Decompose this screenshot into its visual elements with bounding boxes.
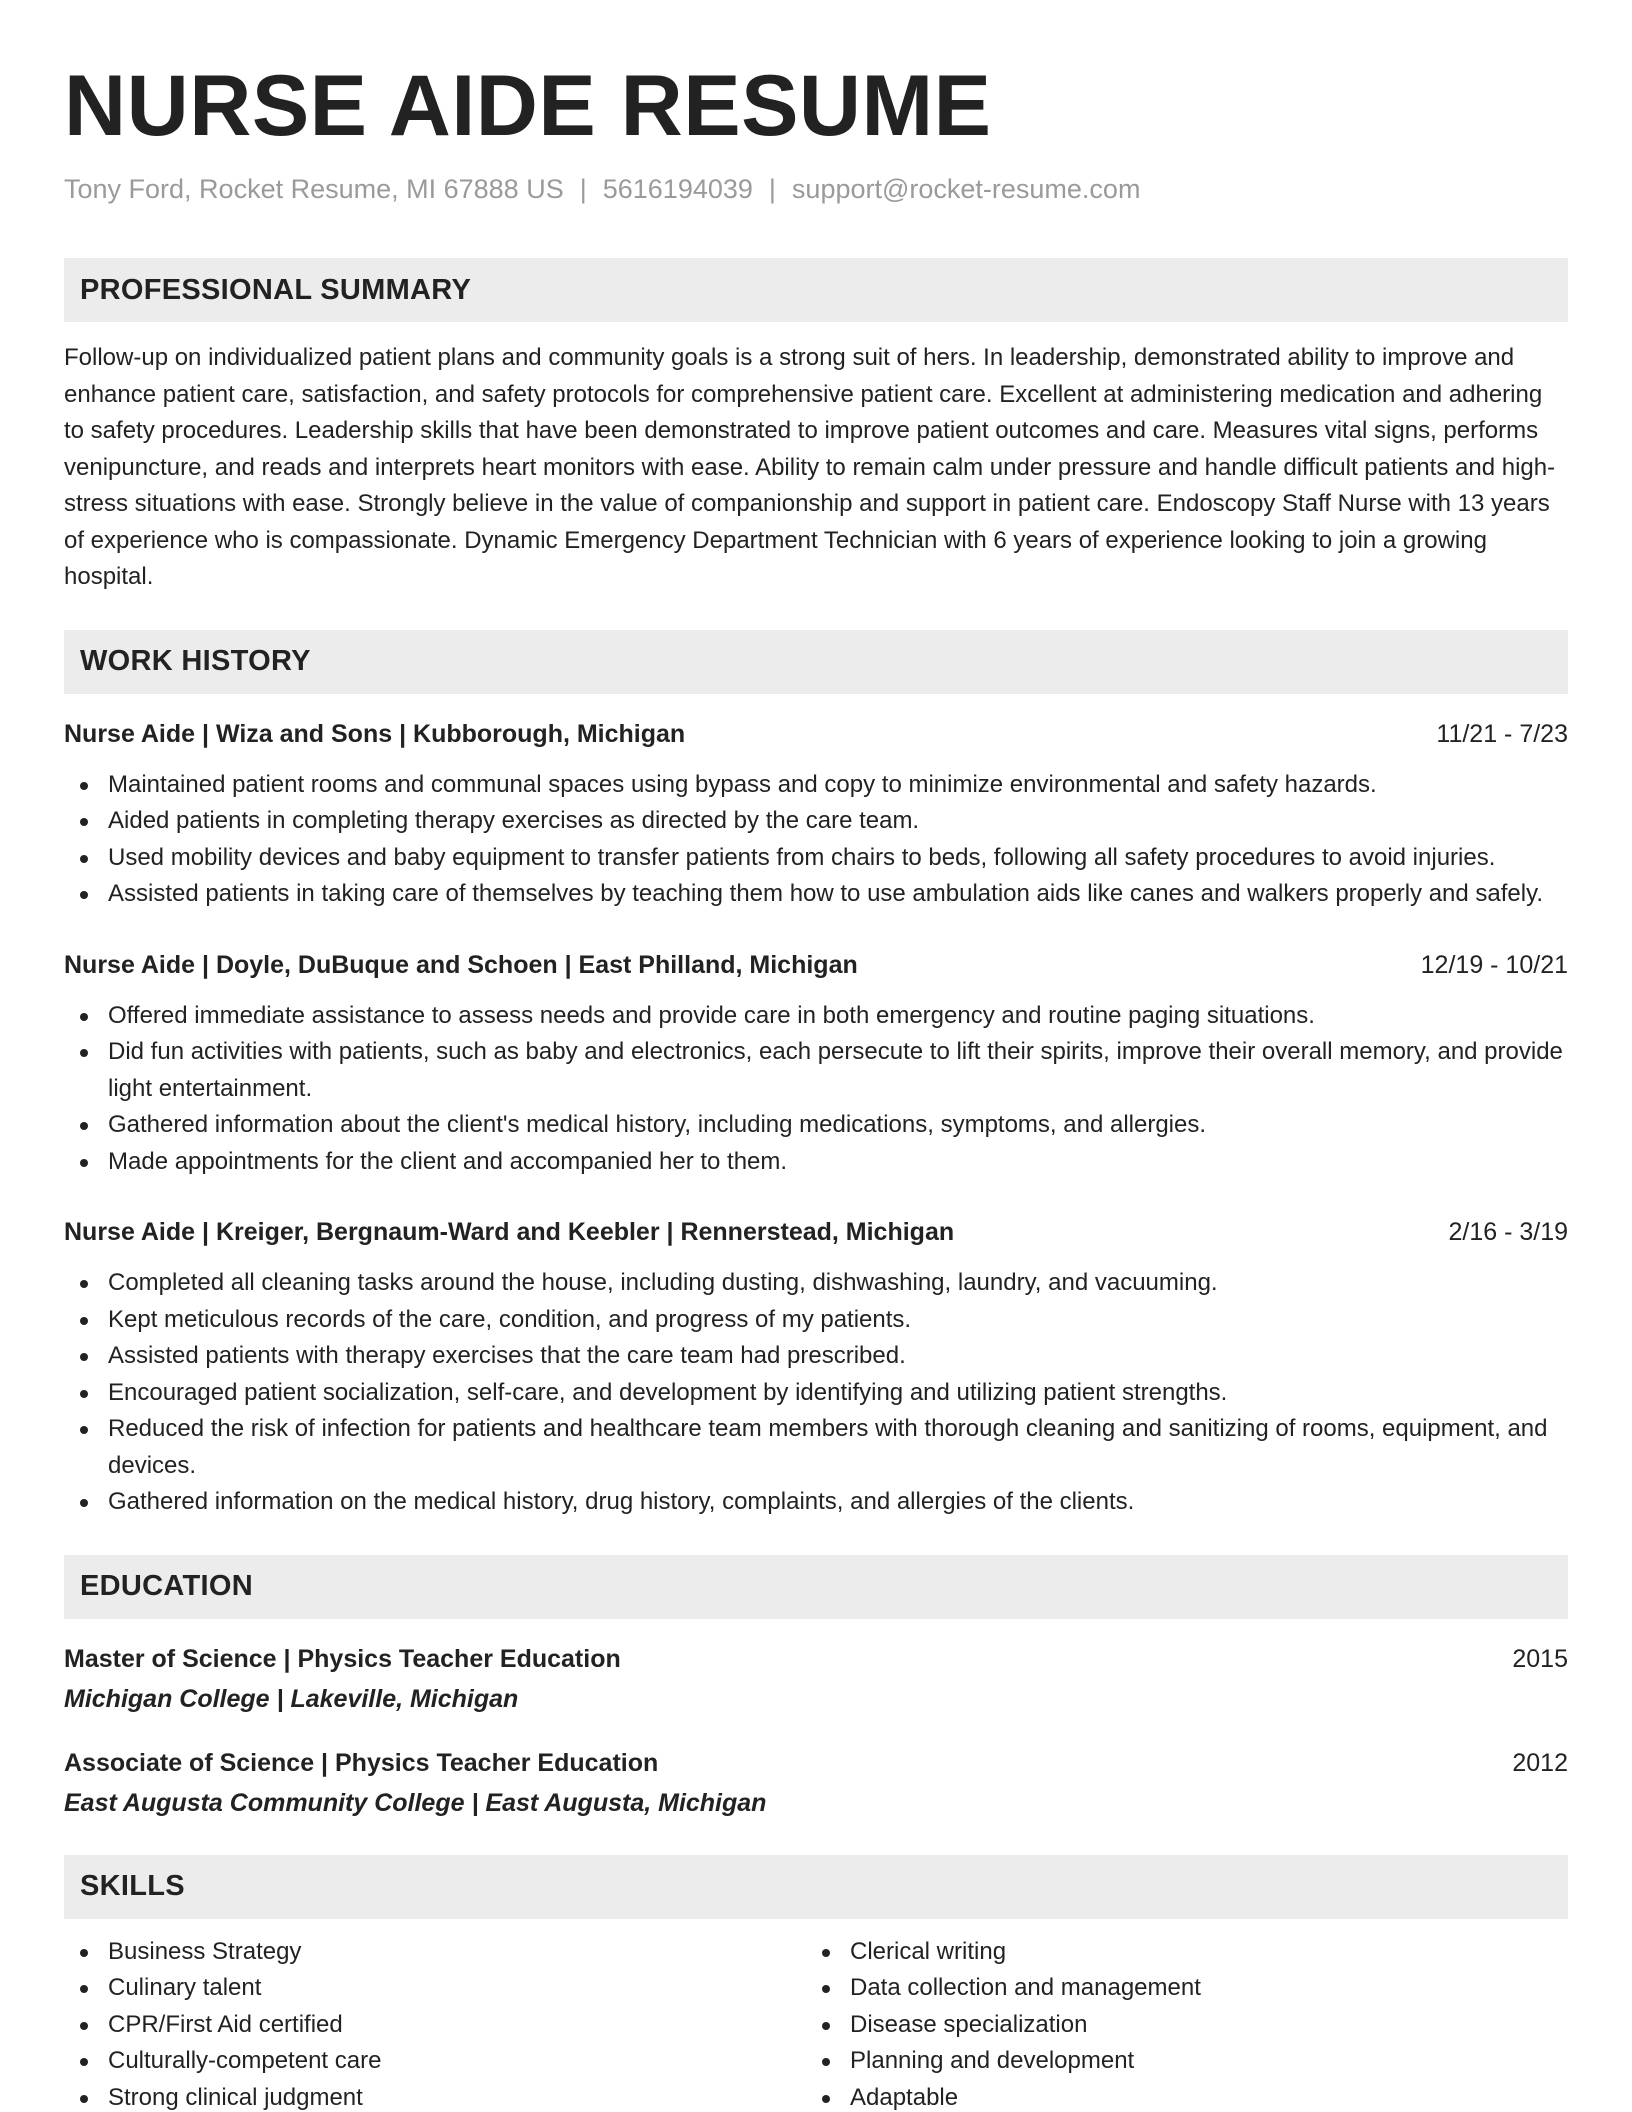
resume-title: NURSE AIDE RESUME <box>64 58 992 154</box>
job-bullets <box>64 998 1568 1181</box>
contact-separator: | <box>768 174 776 204</box>
contact-name-address: Tony Ford, Rocket Resume, MI 67888 US <box>64 174 564 204</box>
job-header <box>64 947 1568 983</box>
education-entry <box>64 1641 1568 1717</box>
skill-item: Planning and development <box>806 2043 1548 2080</box>
skill-item: CPR/First Aid certified <box>64 2007 806 2044</box>
job-bullet: Aided patients in completing therapy exercises as directed by the care team. <box>64 803 1568 840</box>
job-bullet: Encouraged patient socialization, self-care, and development by identifying and utilizing patient strengths. <box>64 1375 1568 1412</box>
contact-phone: 5616194039 <box>602 174 753 204</box>
education-school: East Augusta Community College | East Augusta, Michigan <box>64 1788 767 1817</box>
skills-grid <box>64 1934 1568 2112</box>
skills-column-left <box>64 1934 806 2112</box>
skill-item: Disease specialization <box>806 2007 1548 2044</box>
job-bullet: Gathered information on the medical history, drug history, complaints, and allergies of the clients. <box>64 1484 1568 1521</box>
job-title: Nurse Aide | Wiza and Sons | Kubborough, Michigan <box>64 719 686 748</box>
summary-text: Follow-up on individualized patient plans and community goals is a strong suit of hers. In leadership, demonstrated ability to improve and enhance patient care, satisfaction, and safety protocols for comprehensive patient care. Excellent at administering medication and adhering to safety procedures. Leadership skills that have been demonstrated to improve patient outcomes and care. Measures vital signs, performs venipuncture, and reads and interprets heart monitors with ease. Ability to remain calm under pressure and handle difficult patients and high-stress situations with ease. Strongly believe in the value of companionship and support in patient care. Endoscopy Staff Nurse with 13 years of experience who is compassionate. Dynamic Emergency Department Technician with 6 years of experience looking to join a growing hospital. <box>64 344 1556 590</box>
job-dates: 2/16 - 3/19 <box>1448 1218 1568 1246</box>
contact-line <box>64 172 1568 206</box>
job-header <box>64 716 1568 752</box>
education-year: 2012 <box>1512 1748 1568 1777</box>
section-heading-summary: PROFESSIONAL SUMMARY <box>64 258 1568 322</box>
education-header <box>64 1641 1568 1677</box>
job-header <box>64 1214 1568 1250</box>
contact-email: support@rocket-resume.com <box>791 174 1141 204</box>
education-header <box>64 1745 1568 1781</box>
job-bullet: Made appointments for the client and accompanied her to them. <box>64 1144 1568 1181</box>
job-bullet: Kept meticulous records of the care, condition, and progress of my patients. <box>64 1302 1568 1339</box>
job-bullet: Completed all cleaning tasks around the house, including dusting, dishwashing, laundry, and vacuuming. <box>64 1265 1568 1302</box>
job-entry <box>64 716 1568 913</box>
job-bullet: Reduced the risk of infection for patients and healthcare team members with thorough cleaning and sanitizing of rooms, equipment, and devices. <box>64 1411 1568 1484</box>
job-title: Nurse Aide | Doyle, DuBuque and Schoen | East Philland, Michigan <box>64 950 858 979</box>
skill-item: Clerical writing <box>806 1934 1548 1971</box>
job-entry <box>64 1214 1568 1521</box>
job-bullet: Assisted patients in taking care of themselves by teaching them how to use ambulation aids like canes and walkers properly and safely. <box>64 876 1568 913</box>
job-bullet: Offered immediate assistance to assess needs and provide care in both emergency and routine paging situations. <box>64 998 1568 1035</box>
skill-item: Strong clinical judgment <box>64 2080 806 2112</box>
skill-item: Culinary talent <box>64 1970 806 2007</box>
education-degree: Associate of Science | Physics Teacher Education <box>64 1748 659 1777</box>
skills-column-right <box>806 1934 1548 2112</box>
job-dates: 12/19 - 10/21 <box>1420 950 1568 979</box>
job-bullet: Gathered information about the client's medical history, including medications, symptoms, and allergies. <box>64 1107 1568 1144</box>
skill-item: Adaptable <box>806 2080 1548 2112</box>
section-heading-skills: SKILLS <box>64 1855 1568 1919</box>
education-degree: Master of Science | Physics Teacher Education <box>64 1644 621 1673</box>
skill-item: Data collection and management <box>806 1970 1548 2007</box>
skill-item: Business Strategy <box>64 1934 806 1971</box>
job-bullet: Maintained patient rooms and communal spaces using bypass and copy to minimize environmental and safety hazards. <box>64 767 1568 804</box>
job-bullet: Did fun activities with patients, such as baby and electronics, each persecute to lift their spirits, improve their overall memory, and provide light entertainment. <box>64 1034 1568 1107</box>
job-bullets <box>64 1265 1568 1521</box>
job-bullet: Assisted patients with therapy exercises that the care team had prescribed. <box>64 1338 1568 1375</box>
contact-separator: | <box>579 174 587 204</box>
education-school: Michigan College | Lakeville, Michigan <box>64 1684 519 1713</box>
job-bullets <box>64 767 1568 913</box>
education-entry <box>64 1745 1568 1821</box>
section-heading-education: EDUCATION <box>64 1555 1568 1619</box>
job-bullet: Used mobility devices and baby equipment to transfer patients from chairs to beds, following all safety procedures to avoid injuries. <box>64 840 1568 877</box>
section-heading-work-history: WORK HISTORY <box>64 630 1568 694</box>
job-title: Nurse Aide | Kreiger, Bergnaum-Ward and Keebler | Rennerstead, Michigan <box>64 1218 955 1246</box>
job-entry <box>64 947 1568 1181</box>
education-year: 2015 <box>1512 1644 1568 1673</box>
skill-item: Culturally-competent care <box>64 2043 806 2080</box>
job-dates: 11/21 - 7/23 <box>1436 719 1568 748</box>
